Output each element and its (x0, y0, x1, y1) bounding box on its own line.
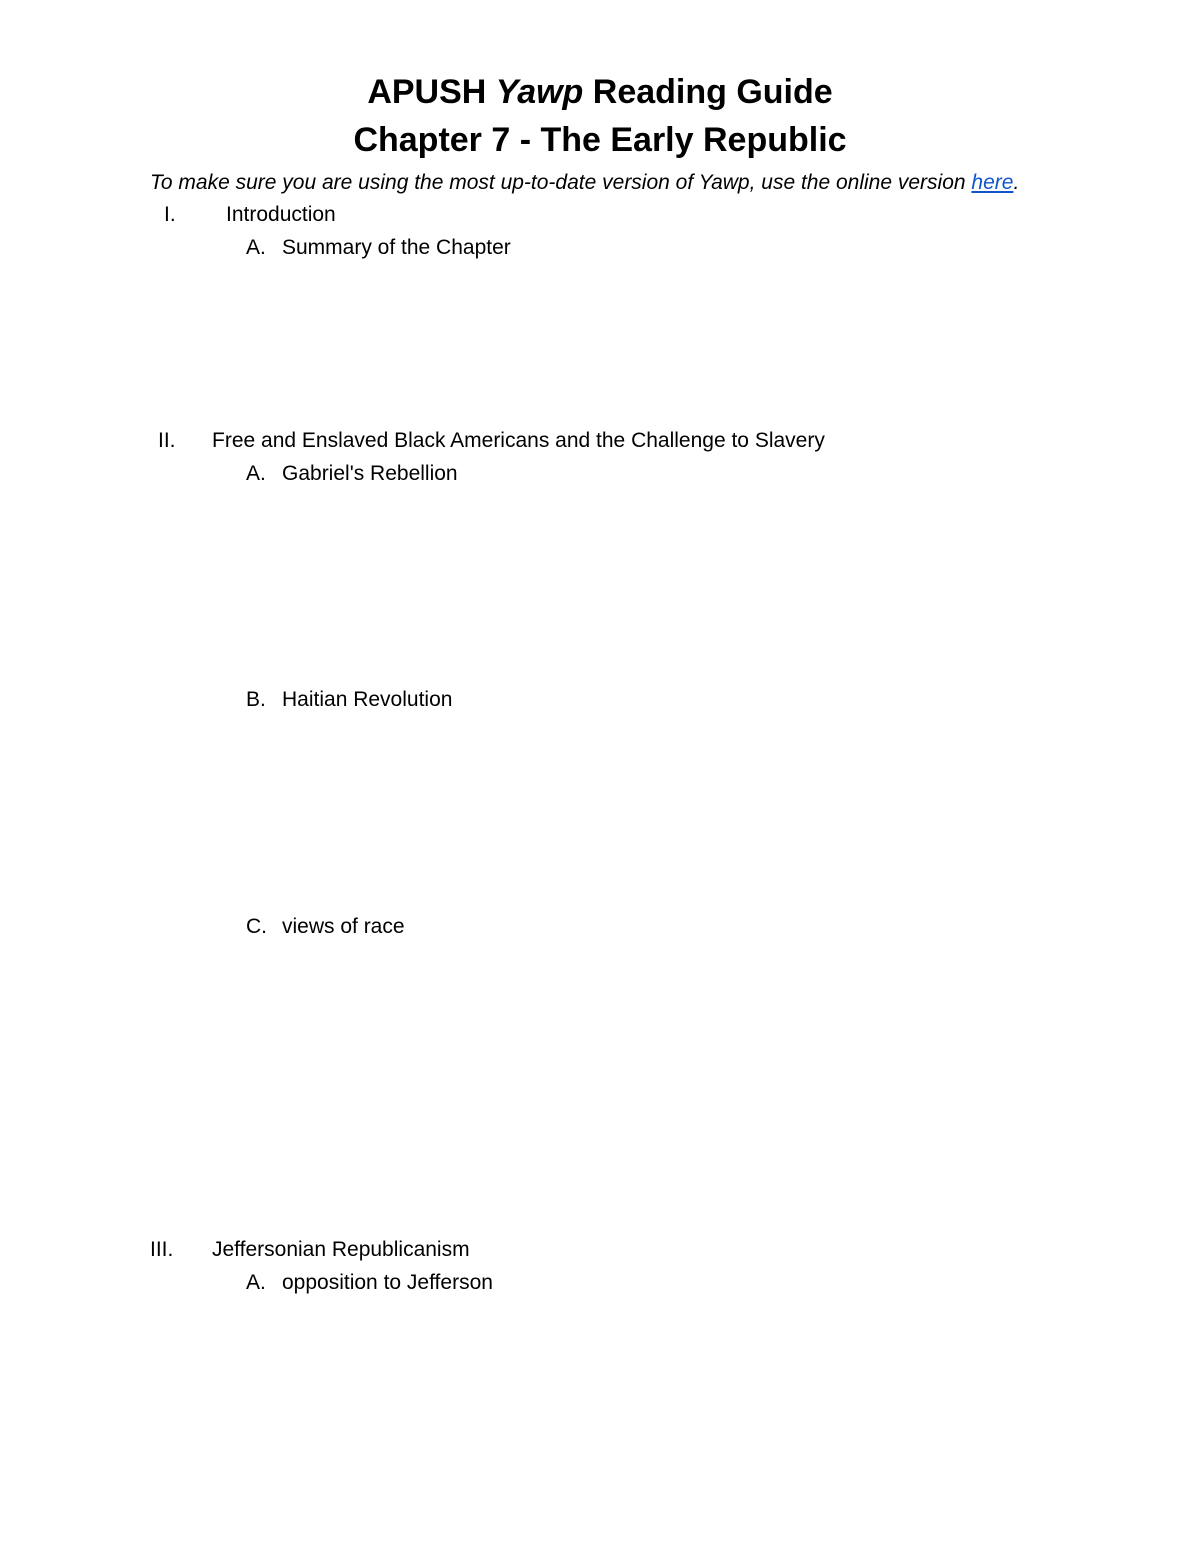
item-letter: A. (246, 236, 266, 259)
section-number: III. (150, 1238, 174, 1261)
item-label: views of race (282, 915, 405, 938)
instructions-line (150, 170, 1019, 196)
section-heading: Free and Enslaved Black Americans and the Challenge to Slavery (212, 429, 825, 452)
chapter-title: Chapter 7 - The Early Republic (353, 121, 847, 159)
title-prefix: APUSH (367, 73, 496, 111)
instructions-text: To make sure you are using the most up-to-date version of Yawp, use the online version (150, 171, 972, 194)
item-label: Haitian Revolution (282, 688, 453, 711)
section-heading: Introduction (226, 203, 336, 226)
item-letter: A. (246, 1271, 266, 1294)
item-label: opposition to Jefferson (282, 1271, 493, 1294)
title-italic-word: Yawp (495, 73, 584, 111)
item-label: Summary of the Chapter (282, 236, 511, 259)
title-suffix: Reading Guide (583, 73, 833, 111)
page-title (0, 72, 1200, 112)
section-heading: Jeffersonian Republicanism (212, 1238, 470, 1261)
item-letter: C. (246, 915, 267, 938)
item-letter: A. (246, 462, 266, 485)
item-label: Gabriel's Rebellion (282, 462, 458, 485)
instructions-end: . (1013, 171, 1020, 194)
section-number: II. (158, 429, 176, 452)
section-number: I. (164, 203, 176, 226)
item-letter: B. (246, 688, 266, 711)
online-version-link[interactable]: here (971, 171, 1014, 194)
